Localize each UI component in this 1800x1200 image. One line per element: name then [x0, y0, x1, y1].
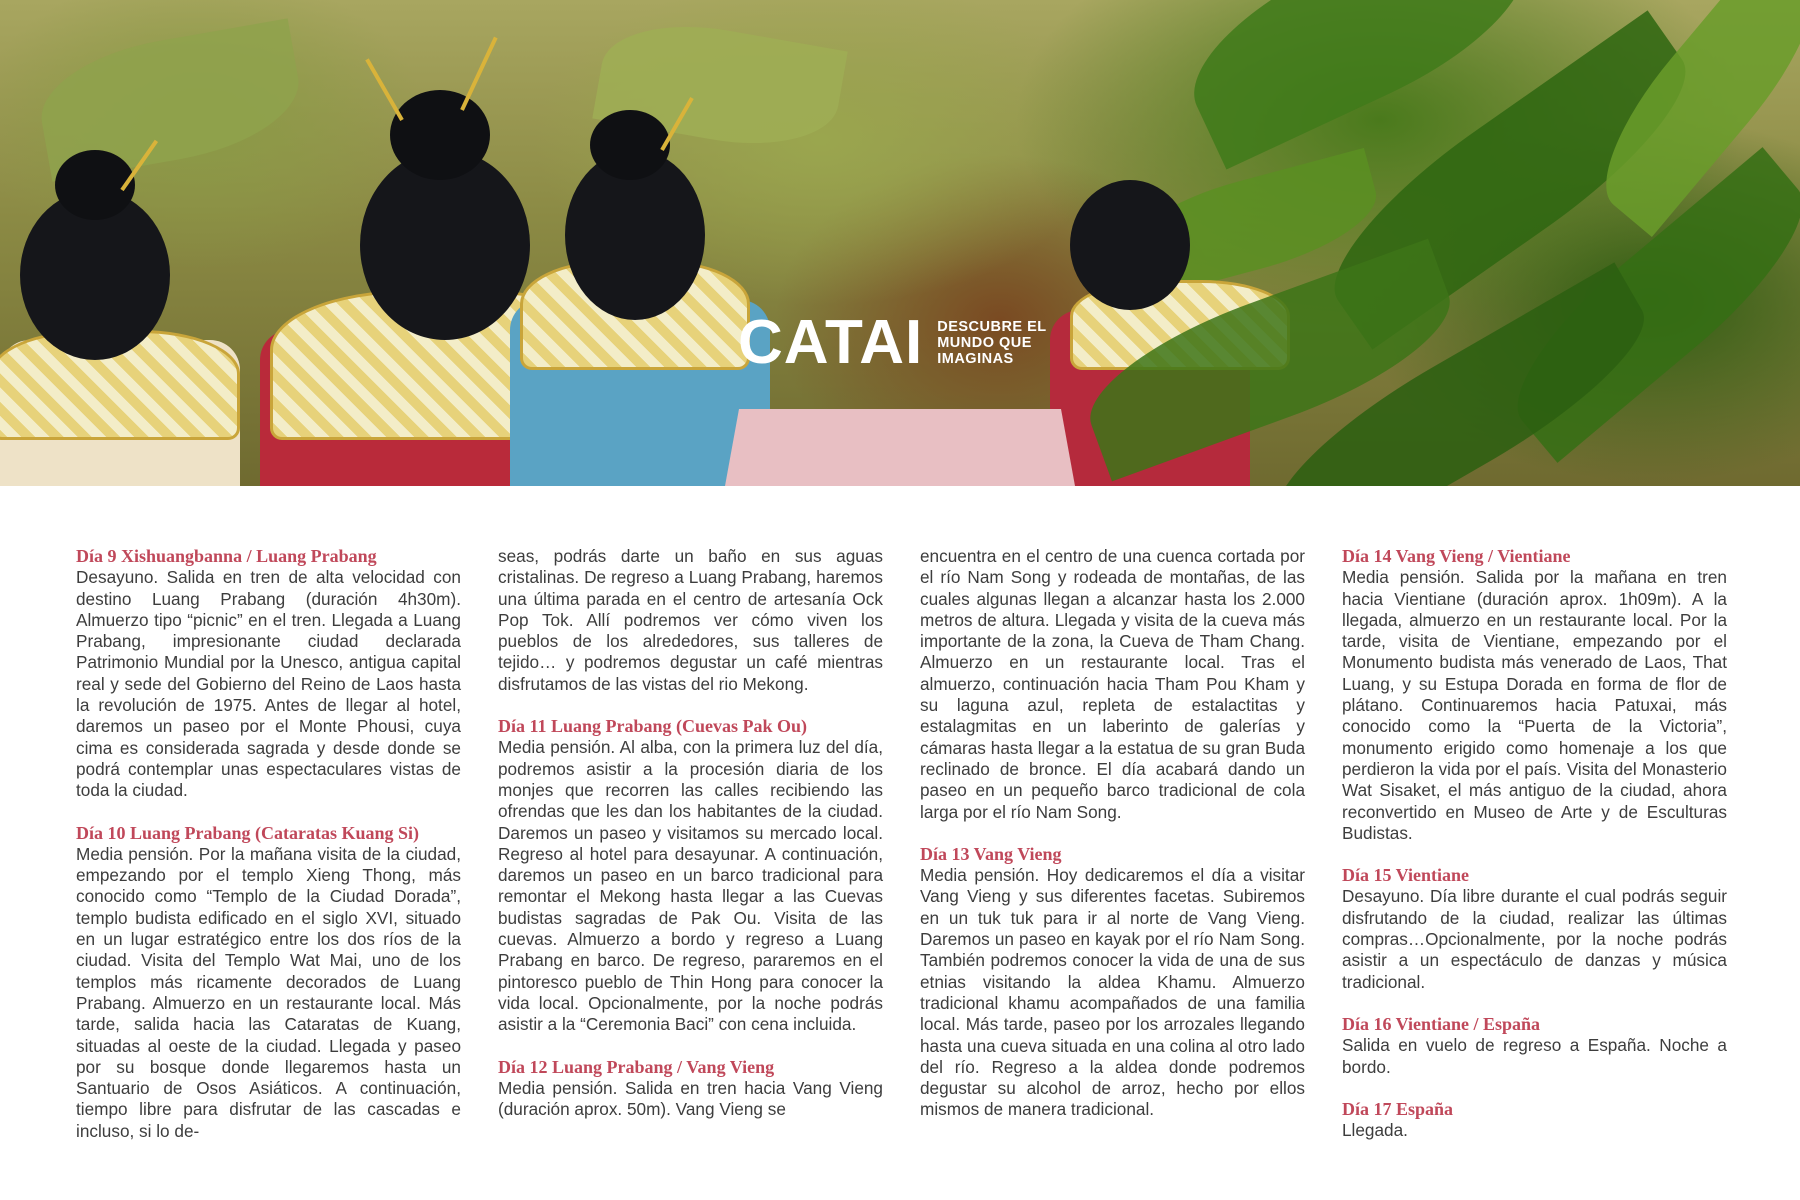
day-title: Día 16 Vientiane / España — [1342, 1013, 1541, 1034]
catai-logo — [738, 308, 1047, 377]
day-text: Media pensión. Salida en tren hacia Vang Vieng (duración aprox. 50m). Vang Vieng se — [498, 1077, 883, 1120]
day-title: Día 12 Luang Prabang / Vang Vieng — [498, 1056, 775, 1077]
day-title: Día 13 Vang Vieng — [920, 843, 1062, 864]
day-block — [1342, 1014, 1727, 1078]
continued-text: seas, podrás darte un baño en sus aguas cristalinas. De regreso a Luang Prabang, haremos una última parada en el centro de artesanía Ock Pop Tok. Allí podremos ver cómo viven los pueblos de los alrededores, sus talleres de tejido… y podremos degustar un café mientras disfrutamos de las vistas del rio Mekong. — [498, 546, 883, 694]
day-block — [498, 1057, 883, 1121]
day-title: Día 11 Luang Prabang (Cuevas Pak Ou) — [498, 716, 808, 737]
logo-wordmark: CATAI — [738, 308, 924, 377]
day-title: Día 15 Vientiane — [1342, 865, 1470, 886]
text-column-4 — [1342, 546, 1727, 1162]
day-text: Media pensión. Al alba, con la primera luz del día, podremos asistir a la procesión diaria de los monjes que recorren las calles recibiendo las ofrendas que les dan los habitantes de la ciudad. Daremos un paseo y visitamos su mercado local. Regreso al hotel para desayunar. A continuación, daremos un paseo en un barco tradicional para remontar el Mekong hasta llegar a las Cuevas budistas sagradas de Pak Ou. Visita de las cuevas. Almuerzo a bordo y regreso a Luang Prabang en barco. De regreso, pararemos en el pintoresco pueblo de Thin Hong para conocer la vida local. Opcionalmente, por la noche podrás asistir a la “Ceremonia Baci” con cena incluida. — [498, 737, 883, 1035]
text-column-1 — [76, 546, 461, 1163]
day-block — [76, 546, 461, 802]
day-text: Desayuno. Salida en tren de alta velocidad con destino Luang Prabang (duración 4h30m). Almuerzo tipo “picnic” en el tren. Llegada a Luang Prabang, impresionante ciudad declarada Patrimonio Mundial por la Unesco, antigua capital real y sede del Gobierno del Reino de Laos hasta la revolución de 1975. Antes de llegar al hotel, daremos un paseo por el Monte Phousi, cuya cima es considerada sagrada y desde donde se podrá contemplar unas espectaculares vistas de toda la ciudad. — [76, 567, 461, 801]
day-text: Media pensión. Hoy dedicaremos el día a visitar Vang Vieng y sus diferentes facetas. Subiremos en un tuk tuk para ir al norte de Vang Vieng. Daremos un paseo en kayak por el río Nam Song. También podremos conocer la vida de una de sus etnias visitando la aldea Khamu. Almuerzo tradicional khamu acompañados de una familia local. Más tarde, paseo por los arrozales llegando hasta una cueva situada en una colina al otro lado del río. Regreso a la aldea donde podremos degustar su alcohol de arroz, hecho por ellos mismos de manera tradicional. — [920, 865, 1305, 1120]
day-text: Media pensión. Salida por la mañana en tren hacia Vientiane (duración aprox. 1h09m). A la llegada, almuerzo en un restaurante local. Por la tarde, visita de Vientiane, empezando por el Monumento budista más venerado de Laos, That Luang, y su Estupa Dorada en forma de flor de plátano. Continuaremos hacia Patuxai, más conocido como la “Puerta de la Victoria”, monumento erigido como homenaje a los que perdieron la vida por el país. Visita del Monasterio Wat Sisaket, el más antiguo de la ciudad, ahora reconvertido en Museo de Arte y de Esculturas Budistas. — [1342, 567, 1727, 843]
day-block — [1342, 865, 1727, 993]
logo-tagline: DESCUBRE EL MUNDO QUE IMAGINAS — [937, 319, 1047, 367]
day-block — [498, 716, 883, 1035]
accent-tab — [725, 409, 1075, 486]
text-column-3 — [920, 546, 1305, 1142]
hero-photo — [0, 0, 1800, 486]
day-text: Llegada. — [1342, 1120, 1408, 1141]
itinerary-columns — [76, 546, 1726, 1166]
day-title: Día 14 Vang Vieng / Vientiane — [1342, 546, 1571, 566]
day-text: Salida en vuelo de regreso a España. Noche a bordo. — [1342, 1035, 1727, 1077]
day-block — [76, 823, 461, 1142]
continued-text: encuentra en el centro de una cuenca cortada por el río Nam Song y rodeada de montañas, de las cuales algunas llegan a alcanzar hasta los 2.000 metros de altura. Llegada y visita de la cueva más importante de la zona, la Cueva de Tham Chang. Almuerzo en un restaurante local. Tras el almuerzo, continuación hacia Tham Pou Kham y su laguna azul, repleta de estalactitas y estalagmitas en un laberinto de galerías y cámaras hasta llegar a la estatua de su gran Buda reclinado de bronce. El día acabará dando un paseo en un pequeño barco tradicional de cola larga por el río Nam Song. — [920, 546, 1305, 822]
day-text: Desayuno. Día libre durante el cual podrás seguir disfrutando de la ciudad, realizar las últimas compras…Opcionalmente, por la noche podrás asistir a un espectáculo de danzas y música tradicional. — [1342, 886, 1727, 992]
day-text: Media pensión. Por la mañana visita de la ciudad, empezando por el templo Xieng Thong, más conocido como “Templo de la Ciudad Dorada”, templo budista edificado en el siglo XVI, situado en un lugar estratégico entre los dos ríos de la ciudad. Visita del Templo Wat Mai, uno de los templos más ricamente decorados de Luang Prabang. Almuerzo en un restaurante local. Más tarde, salida hacia las Cataratas de Kuang, situadas al oeste de la ciudad. Llegada y paseo por su bosque donde llegaremos hasta un Santuario de Osos Asiáticos. A continuación, tiempo libre para disfrutar de las cascadas e incluso, si lo de- — [76, 843, 461, 1141]
day-block — [1342, 1099, 1727, 1142]
day-title: Día 10 Luang Prabang (Cataratas Kuang Si) — [76, 822, 420, 843]
day-title: Día 9 Xishuangbanna / Luang Prabang — [76, 546, 377, 566]
text-column-2 — [498, 546, 883, 1141]
day-block — [1342, 546, 1727, 844]
day-block — [920, 844, 1305, 1121]
day-title: Día 17 España — [1342, 1098, 1454, 1119]
